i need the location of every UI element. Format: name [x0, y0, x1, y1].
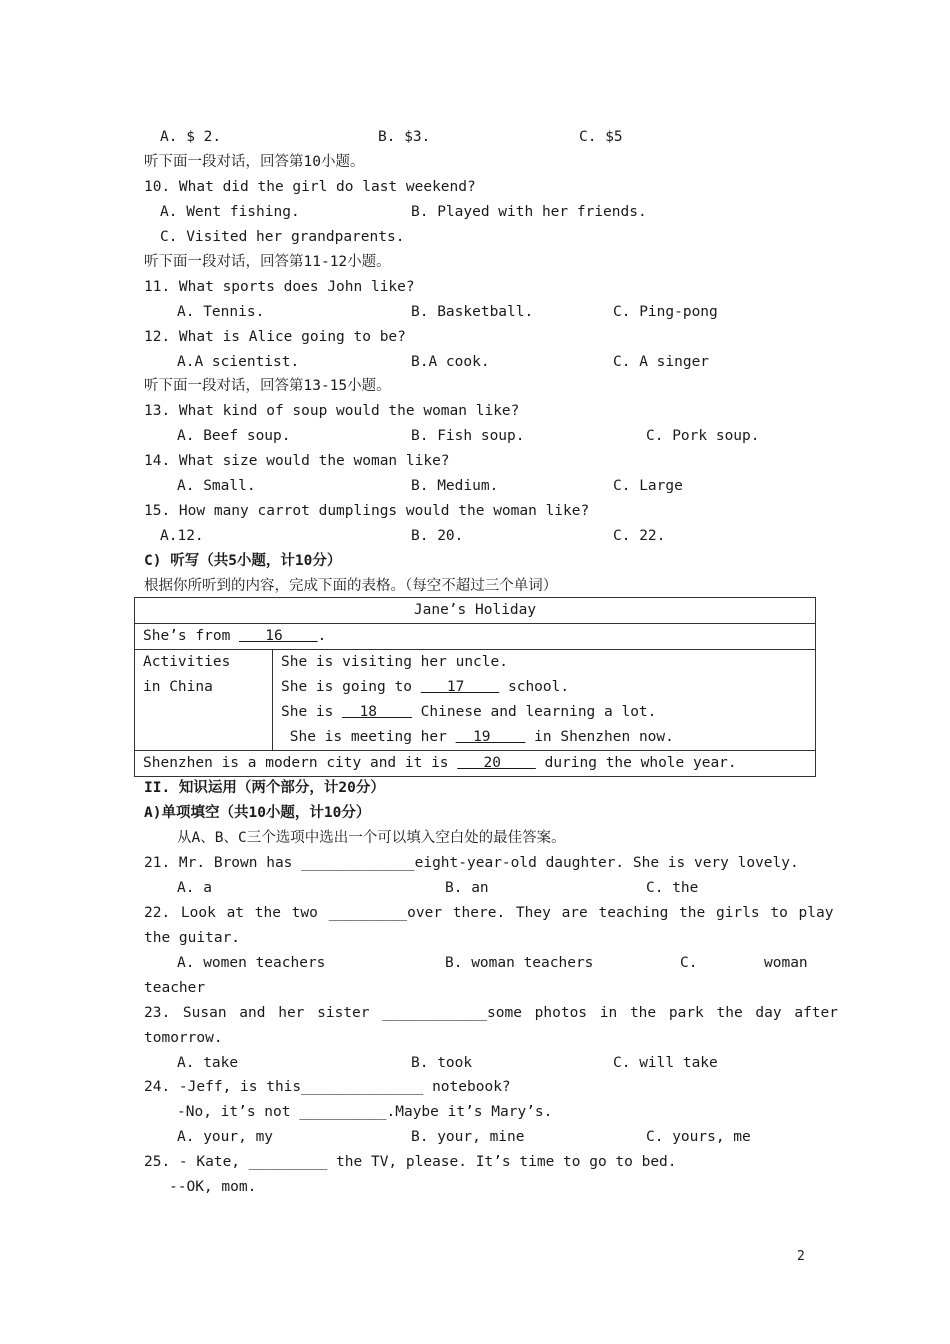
- q9-option-a: A. $ 2.: [160, 129, 222, 145]
- q23-option-a: A. take: [177, 1055, 239, 1071]
- q25-reply: --OK, mom.: [169, 1179, 257, 1195]
- q11-option-c: C. Ping-pong: [613, 304, 718, 320]
- section-a-title: A)单项填空（共10小题，计10分）: [144, 805, 371, 821]
- q21-option-a: A. a: [177, 880, 212, 896]
- q22-stem: 22. Look at the two _________over there. They are teaching the girls to play: [144, 905, 834, 921]
- q24-option-b: B. your, mine: [411, 1129, 525, 1145]
- blank-18: 18: [342, 704, 412, 720]
- q22-option-b: B. woman teachers: [445, 955, 594, 971]
- q15-option-b: B. 20.: [411, 528, 464, 544]
- janes-holiday-table: [134, 597, 816, 777]
- table-label-activities: Activities in China: [135, 650, 273, 751]
- q13-option-b: B. Fish soup.: [411, 428, 525, 444]
- table-row-shenzhen: Shenzhen is a modern city and it is 20 during the whole year.: [135, 751, 816, 777]
- blank-16: 16: [239, 628, 318, 644]
- q9-option-c: C. $5: [579, 129, 623, 145]
- q23-option-c: C. will take: [613, 1055, 718, 1071]
- q24-reply: -No, it’s not __________.Maybe it’s Mary’s.: [177, 1104, 553, 1120]
- q13-option-c: C. Pork soup.: [646, 428, 760, 444]
- blank-20: 20: [457, 755, 536, 771]
- table-title: Jane’s Holiday: [135, 598, 816, 624]
- q22-stem-cont: the guitar.: [144, 930, 241, 946]
- q13-option-a: A. Beef soup.: [177, 428, 291, 444]
- q9-option-b: B. $3.: [378, 129, 431, 145]
- table-row-origin: She’s from 16 .: [135, 624, 816, 650]
- q11-option-b: B. Basketball.: [411, 304, 534, 320]
- q24-option-a: A. your, my: [177, 1129, 274, 1145]
- q21-option-b: B. an: [445, 880, 489, 896]
- q24-stem: 24. -Jeff, is this______________ notebook?: [144, 1079, 511, 1095]
- q23-option-b: B. took: [411, 1055, 473, 1071]
- q14-option-c: C. Large: [613, 478, 683, 494]
- q12-option-b: B.A cook.: [411, 354, 490, 370]
- q14-option-a: A. Small.: [177, 478, 256, 494]
- blank-17: 17: [420, 679, 500, 695]
- q25-stem: 25. - Kate, _________ the TV, please. It’s time to go to bed.: [144, 1154, 677, 1170]
- q22-option-a: A. women teachers: [177, 955, 326, 971]
- q12-option-c: C. A singer: [613, 354, 710, 370]
- q13-stem: 13. What kind of soup would the woman like?: [144, 403, 520, 419]
- q15-option-a: A.12.: [160, 528, 204, 544]
- q21-stem: 21. Mr. Brown has _____________eight-year-old daughter. She is very lovely.: [144, 855, 799, 871]
- page-number: 2: [797, 1249, 805, 1264]
- section-ii-title: II. 知识运用（两个部分，计20分）: [144, 780, 385, 796]
- section-a-instruction: 从A、B、C三个选项中选出一个可以填入空白处的最佳答案。: [177, 830, 566, 846]
- q22-option-c: C.: [680, 955, 698, 971]
- instruction-q11-12: 听下面一段对话，回答第11-12小题。: [144, 254, 391, 270]
- q14-option-b: B. Medium.: [411, 478, 499, 494]
- section-c-instruction: 根据你所听到的内容，完成下面的表格。（每空不超过三个单词）: [144, 578, 558, 594]
- q21-option-c: C. the: [646, 880, 699, 896]
- q11-option-a: A. Tennis.: [177, 304, 265, 320]
- instruction-q13-15: 听下面一段对话，回答第13-15小题。: [144, 378, 391, 394]
- q10-option-b: B. Played with her friends.: [411, 204, 647, 220]
- table-activities-cell: She is visiting her uncle. She is going to 17 school. She is 18 Chinese and learning a lot. She is meeting her 19 in Shenzhen now.: [273, 650, 816, 751]
- q14-stem: 14. What size would the woman like?: [144, 453, 450, 469]
- blank-19: 19: [455, 729, 526, 745]
- q22-option-c-text: woman: [764, 955, 808, 971]
- q23-stem-cont: tomorrow.: [144, 1030, 223, 1046]
- instruction-q10: 听下面一段对话，回答第10小题。: [144, 154, 365, 170]
- q10-option-c: C. Visited her grandparents.: [160, 229, 405, 245]
- q23-stem: 23. Susan and her sister ____________some photos in the park the day after: [144, 1005, 839, 1021]
- q10-option-a: A. Went fishing.: [160, 204, 300, 220]
- q10-stem: 10. What did the girl do last weekend?: [144, 179, 476, 195]
- q12-stem: 12. What is Alice going to be?: [144, 329, 406, 345]
- q22-option-c-cont: teacher: [144, 980, 206, 996]
- q11-stem: 11. What sports does John like?: [144, 279, 415, 295]
- q24-option-c: C. yours, me: [646, 1129, 751, 1145]
- q12-option-a: A.A scientist.: [177, 354, 300, 370]
- q15-stem: 15. How many carrot dumplings would the woman like?: [144, 503, 590, 519]
- q15-option-c: C. 22.: [613, 528, 666, 544]
- section-c-title: C) 听写（共5小题，计10分）: [144, 553, 342, 569]
